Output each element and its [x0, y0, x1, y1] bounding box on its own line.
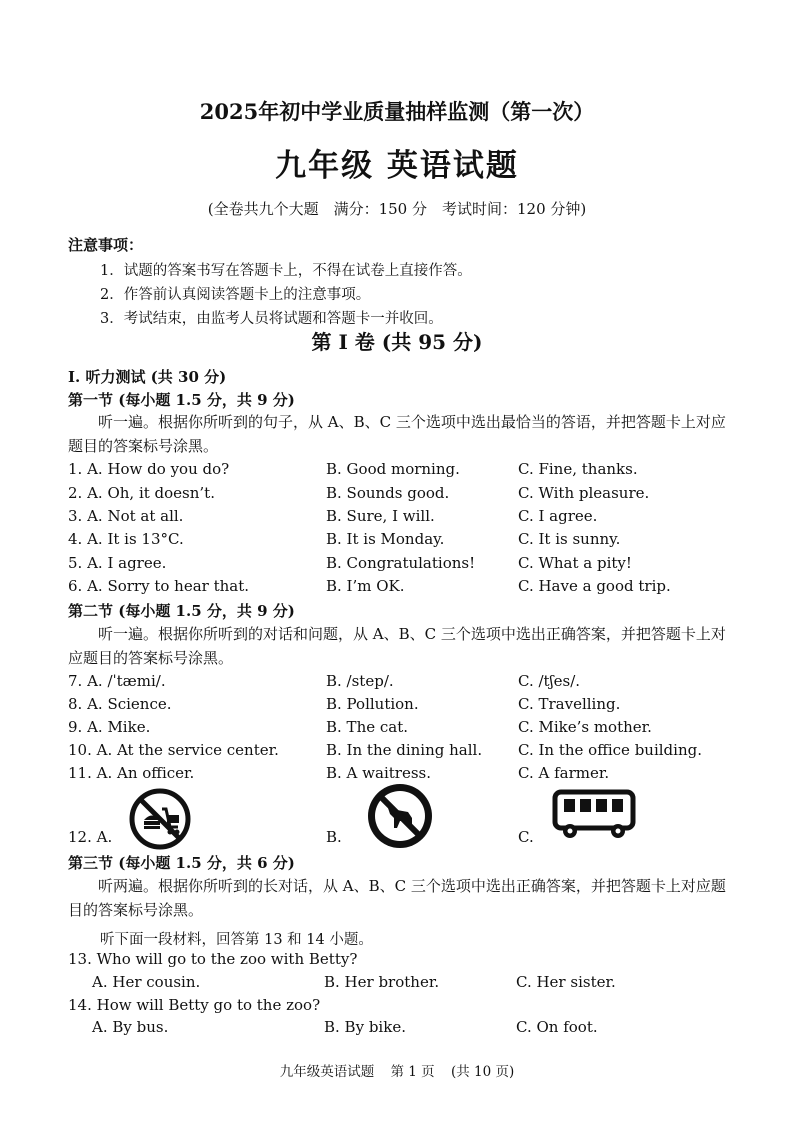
option-a: 6. A. Sorry to hear that. [68, 577, 250, 595]
option-a: 5. A. I agree. [68, 554, 167, 572]
section-1-instruction: 听一遍。根据你所听到的句子，从 A、B、C 三个选项中选出最恰当的答语，并把答题卡上对应题目的答案标号涂黑。 [68, 413, 726, 455]
footer-name: 九年级英语试题 [279, 1064, 375, 1080]
option-b: B. A waitress. [326, 764, 431, 782]
option-c: C. [518, 828, 534, 846]
option-a: 12. A. [68, 828, 113, 846]
option-c: C. A farmer. [518, 764, 610, 782]
option-b: B. Good morning. [326, 460, 460, 478]
option-c: C. It is sunny. [518, 530, 621, 548]
option-c: C. Fine, thanks. [518, 460, 638, 478]
notice-item: 1．试题的答案书写在答题卡上，不得在试卷上直接作答。 [100, 263, 472, 279]
option-a: 3. A. Not at all. [68, 507, 184, 525]
section-3-instruction: 听两遍。根据你所听到的长对话，从 A、B、C 三个选项中选出正确答案，并把答题卡上对应题目的答案标号涂黑。 [68, 877, 726, 919]
section-2-instruction: 听一遍。根据你所听到的对话和问题，从 A、B、C 三个选项中选出正确答案，并把答题卡上对应题目的答案标号涂黑。 [68, 625, 726, 667]
footer-total: (共 10 页) [450, 1064, 515, 1080]
option-c: C. Mike’s mother. [518, 718, 652, 736]
exam-subtitle: 九年级 英语试题 [275, 148, 519, 184]
option-b: B. The cat. [326, 718, 409, 736]
option-b: B. Sure, I will. [326, 507, 435, 525]
page-footer [0, 1060, 794, 1080]
section-1-heading: 第一节 (每小题 1.5 分，共 9 分) [68, 391, 295, 409]
option-c: C. Have a good trip. [518, 577, 671, 595]
option-c: C. Travelling. [518, 695, 621, 713]
option-b: B. In the dining hall. [326, 741, 483, 759]
question-stem: 13. Who will go to the zoo with Betty? [68, 950, 358, 968]
question-stem: 14. How will Betty go to the zoo? [68, 996, 321, 1014]
notice-item: 2．作答前认真阅读答题卡上的注意事项。 [100, 287, 371, 303]
option-c: C. What a pity! [518, 554, 632, 572]
option-a: 9. A. Mike. [68, 718, 151, 736]
exam-title: 2025年初中学业质量抽样监测（第一次） [199, 99, 595, 124]
notice-item: 3．考试结束，由监考人员将试题和答题卡一并收回。 [100, 311, 443, 327]
part-title: 第 Ⅰ 卷 (共 95 分) [311, 330, 483, 354]
option-b: B. It is Monday. [326, 530, 445, 548]
bus-icon [552, 786, 636, 842]
footer-page: 第 1 页 [390, 1064, 435, 1080]
option-a: 4. A. It is 13°C. [68, 530, 184, 548]
option-b: B. [326, 828, 342, 846]
option-c: C. Her sister. [516, 973, 616, 991]
listening-heading: I. 听力测试 (共 30 分) [68, 368, 227, 386]
option-b: B. Pollution. [326, 695, 419, 713]
option-b: B. By bike. [324, 1018, 406, 1036]
notice-heading: 注意事项： [68, 236, 144, 254]
option-a: 10. A. At the service center. [68, 741, 279, 759]
option-b: B. Her brother. [324, 973, 440, 991]
no-dogs-icon [366, 782, 434, 850]
option-c: C. I agree. [518, 507, 598, 525]
option-b: B. I’m OK. [326, 577, 405, 595]
no-food-icon [128, 787, 192, 851]
option-b: B. /step/. [326, 672, 394, 690]
option-a: A. Her cousin. [92, 973, 201, 991]
option-c: C. In the office building. [518, 741, 702, 759]
option-c: C. On foot. [516, 1018, 598, 1036]
option-c: C. /tʃes/. [518, 672, 581, 690]
option-b: B. Congratulations! [326, 554, 476, 572]
option-c: C. With pleasure. [518, 484, 650, 502]
option-a: 7. A. /ˈtæmi/. [68, 672, 166, 690]
exam-info: (全卷共九个大题 满分：150 分 考试时间：120 分钟) [207, 200, 587, 218]
option-b: B. Sounds good. [326, 484, 450, 502]
section-2-heading: 第二节 (每小题 1.5 分，共 9 分) [68, 602, 295, 620]
option-a: A. By bus. [92, 1018, 169, 1036]
option-a: 2. A. Oh, it doesn’t. [68, 484, 215, 502]
section-3-sub-instruction: 听下面一段材料，回答第 13 和 14 小题。 [100, 932, 373, 948]
option-a: 1. A. How do you do? [68, 460, 230, 478]
section-3-heading: 第三节 (每小题 1.5 分，共 6 分) [68, 854, 295, 872]
option-a: 8. A. Science. [68, 695, 172, 713]
option-a: 11. A. An officer. [68, 764, 195, 782]
